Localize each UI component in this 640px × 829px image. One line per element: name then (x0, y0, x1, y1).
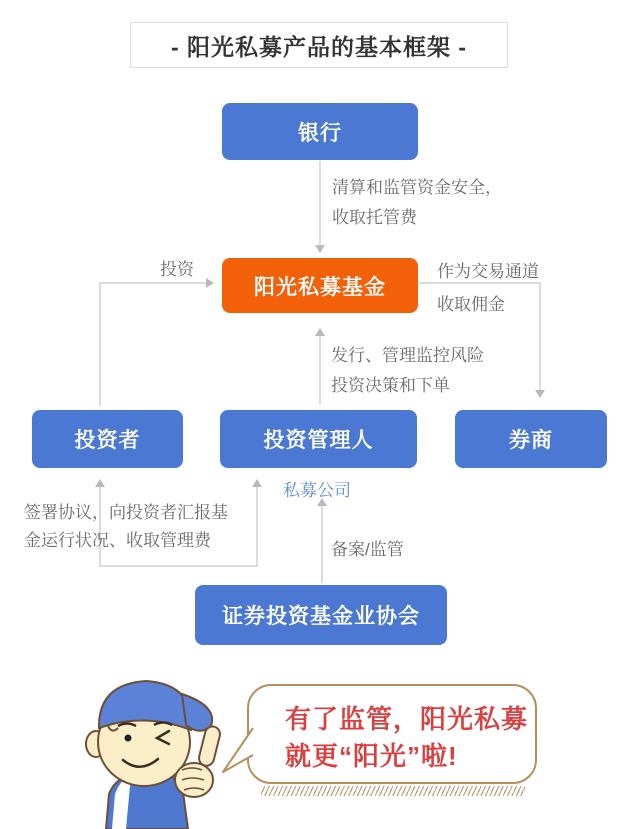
label-bank-to-fund (332, 173, 502, 233)
label-line: 清算和监管资金安全， (332, 178, 502, 197)
label-invest: 投资 (160, 260, 194, 279)
arrowhead-fund-broker (535, 390, 545, 398)
node-investment-manager: 投资管理人 (220, 410, 417, 468)
connector-investor-fund (100, 283, 207, 406)
label-line: 签署协议，向投资者汇报基 (24, 503, 228, 522)
node-bank: 银行 (222, 103, 418, 160)
node-sunshine-private-fund: 阳光私募基金 (222, 258, 418, 313)
label-private-company-note: 私募公司 (283, 481, 351, 500)
label-filing-supervision: 备案/监管 (331, 540, 404, 559)
diagram-title: - 阳光私募产品的基本框架 - (130, 22, 508, 68)
speech-bubble-tail (215, 722, 260, 782)
mascot-eye-left (125, 735, 132, 742)
label-line: 收取佣金 (437, 295, 505, 314)
speech-bubble-text (285, 701, 528, 775)
arrowhead-bank-fund (315, 245, 325, 253)
arrowhead-investor-fund (206, 278, 214, 288)
label-fund-to-broker (437, 255, 539, 321)
speech-bubble-hatch-shadow (260, 786, 526, 796)
node-broker: 券商 (455, 410, 607, 468)
label-line: 金运行状况、收取管理费 (24, 531, 211, 550)
arrowhead-into-investor (95, 479, 105, 487)
mascot-cap-brim (182, 694, 212, 731)
label-line: 作为交易通道 (437, 262, 539, 281)
arrowhead-into-manager (252, 479, 262, 487)
arrowhead-manager-fund (315, 328, 325, 336)
label-manager-to-investor (24, 499, 228, 555)
speech-bubble-tail-shape (223, 728, 253, 772)
speech-line: 就更“阳光”啦! (285, 741, 458, 771)
node-investor: 投资者 (32, 410, 183, 468)
node-fund-association: 证券投资基金业协会 (195, 585, 447, 645)
label-line: 收取托管费 (332, 208, 417, 227)
label-manager-to-fund (331, 341, 484, 401)
label-line: 投资决策和下单 (331, 376, 450, 395)
speech-line: 有了监管，阳光私募 (285, 704, 529, 734)
label-line: 发行、管理监控风险 (331, 346, 484, 365)
